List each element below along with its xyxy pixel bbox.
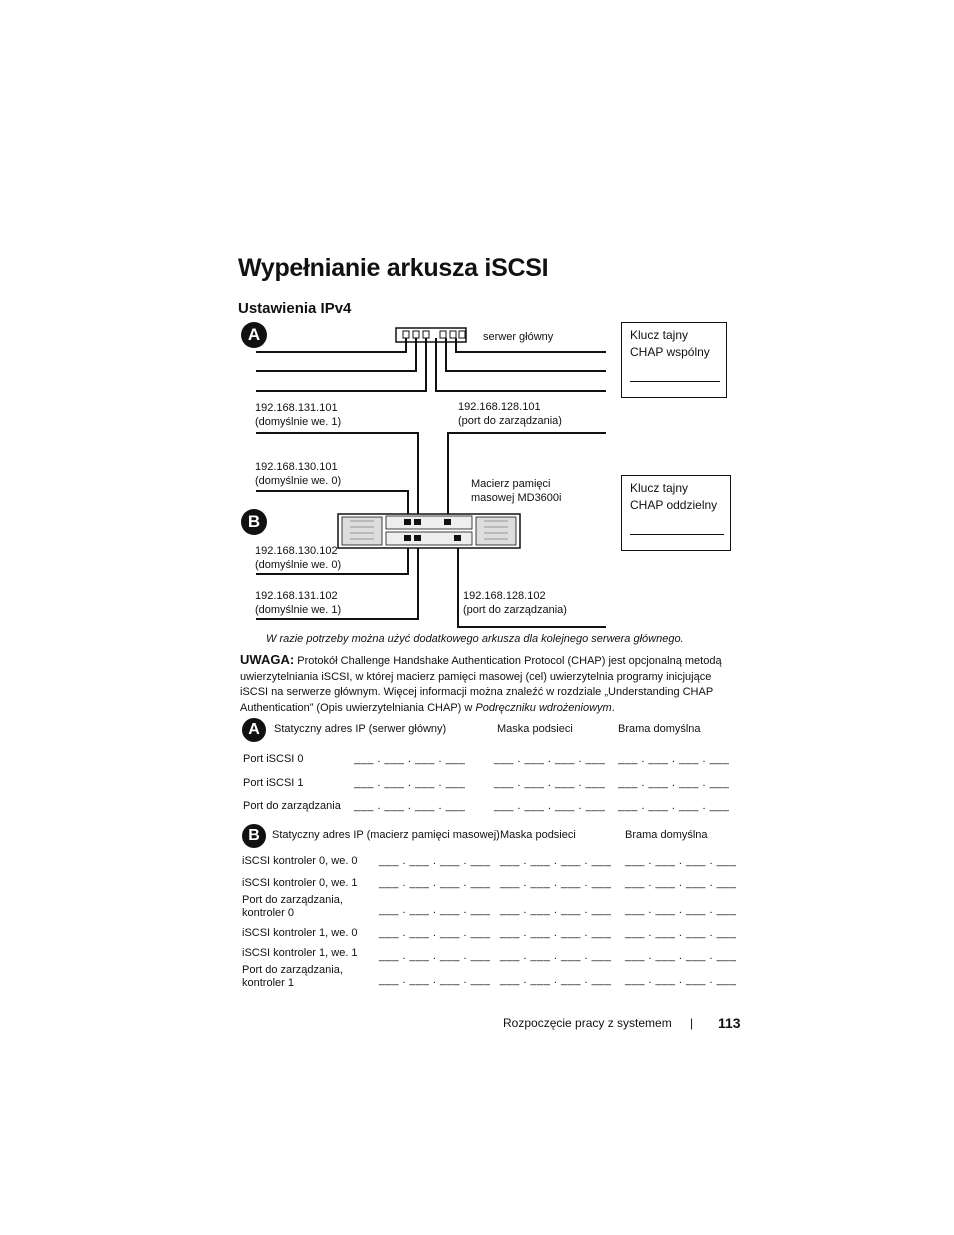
host-label: serwer główny xyxy=(483,331,554,343)
mask-blank-field[interactable]: ___ . ___ . ___ . ___ xyxy=(494,777,606,789)
ip-blank-field[interactable]: ___ . ___ . ___ . ___ xyxy=(354,753,466,765)
array-label: Macierz pamięci masowej MD3600i xyxy=(471,478,562,504)
gateway-blank-field[interactable]: ___ . ___ . ___ . ___ xyxy=(618,777,730,789)
table-b-row-label: Port do zarządzania, kontroler 0 xyxy=(242,894,343,919)
ip-label-131-102: 192.168.131.102 (domyślnie we. 1) xyxy=(255,590,342,616)
chap-note: UWAGA: Protokół Challenge Handshake Authentication Protocol (CHAP) jest opcjonalną metodą uwierzytelniania iSCSI, w której macierz pamięci masowej (cel) uwierzytelnia programy inicjujące iSCSI na serwerze głównym. Więcej informacji można znaleźć w rozdziale „Understanding CHAP Authentication” (Opis uwierzytelniania CHAP) w Podręczniku wdrożeniowym. xyxy=(240,652,722,714)
page-title: Wypełnianie arkusza iSCSI xyxy=(238,254,549,282)
table-b-row-label: iSCSI kontroler 1, we. 0 xyxy=(242,927,358,939)
table-a-header-gateway: Brama domyślna xyxy=(618,723,701,735)
table-b-badge: B xyxy=(242,824,266,848)
table-a-row-label: Port iSCSI 0 xyxy=(243,753,304,765)
mask-blank-field[interactable]: ___ . ___ . ___ . ___ xyxy=(494,800,606,812)
note-italic: Podręczniku wdrożeniowym xyxy=(475,701,612,714)
table-b-header-ip: Statyczny adres IP (macierz pamięci masowej) xyxy=(272,829,500,841)
note-text: Protokół Challenge Handshake Authentication Protocol (CHAP) jest opcjonalną metodą uwierzytelniania iSCSI, w której macierz pamięci masowej (cel) uwierzytelnia programy inicjujące iSCSI na serwerze głównym. Więcej informacji można znaleźć w rozdziale „Understanding CHAP Authentication” (Opis uwierzytelniania CHAP) w xyxy=(240,655,722,714)
gateway-blank-field[interactable]: ___ . ___ . ___ . ___ xyxy=(625,927,737,939)
gateway-blank-field[interactable]: ___ . ___ . ___ . ___ xyxy=(625,974,737,986)
table-b-header-mask: Maska podsieci xyxy=(500,829,576,841)
mask-blank-field[interactable]: ___ . ___ . ___ . ___ xyxy=(500,877,612,889)
table-b-header-gateway: Brama domyślna xyxy=(625,829,708,841)
ip-blank-field[interactable]: ___ . ___ . ___ . ___ xyxy=(379,855,491,867)
chap-separate-input-line xyxy=(630,534,724,535)
table-b-row-label: iSCSI kontroler 0, we. 1 xyxy=(242,877,358,889)
table-b-row-label: iSCSI kontroler 1, we. 1 xyxy=(242,947,358,959)
table-a-badge: A xyxy=(242,718,266,742)
ip-blank-field[interactable]: ___ . ___ . ___ . ___ xyxy=(379,904,491,916)
mask-blank-field[interactable]: ___ . ___ . ___ . ___ xyxy=(500,950,612,962)
ip-blank-field[interactable]: ___ . ___ . ___ . ___ xyxy=(379,974,491,986)
ip-label-128-101: 192.168.128.101 (port do zarządzania) xyxy=(458,401,562,427)
ip-blank-field[interactable]: ___ . ___ . ___ . ___ xyxy=(379,950,491,962)
ip-blank-field[interactable]: ___ . ___ . ___ . ___ xyxy=(354,800,466,812)
chap-shared-box: Klucz tajny CHAP wspólny xyxy=(621,322,727,398)
ip-label-131-101: 192.168.131.101 (domyślnie we. 1) xyxy=(255,402,342,428)
gateway-blank-field[interactable]: ___ . ___ . ___ . ___ xyxy=(625,904,737,916)
extra-sheet-note: W razie potrzeby można użyć dodatkowego arkusza dla kolejnego serwera głównego. xyxy=(266,633,684,645)
table-a-header-ip: Statyczny adres IP (serwer główny) xyxy=(274,723,447,735)
table-b-row-label: iSCSI kontroler 0, we. 0 xyxy=(242,855,358,867)
mask-blank-field[interactable]: ___ . ___ . ___ . ___ xyxy=(500,855,612,867)
footer-section: Rozpoczęcie pracy z systemem xyxy=(503,1016,672,1030)
badge-a: A xyxy=(241,322,267,348)
mask-blank-field[interactable]: ___ . ___ . ___ . ___ xyxy=(500,927,612,939)
table-a-header-mask: Maska podsieci xyxy=(497,723,573,735)
section-title: Ustawienia IPv4 xyxy=(238,300,352,317)
gateway-blank-field[interactable]: ___ . ___ . ___ . ___ xyxy=(625,950,737,962)
note-label: UWAGA: xyxy=(240,652,295,667)
ip-blank-field[interactable]: ___ . ___ . ___ . ___ xyxy=(379,927,491,939)
badge-b: B xyxy=(241,509,267,535)
mask-blank-field[interactable]: ___ . ___ . ___ . ___ xyxy=(494,753,606,765)
gateway-blank-field[interactable]: ___ . ___ . ___ . ___ xyxy=(625,877,737,889)
table-b-row-label: Port do zarządzania, kontroler 1 xyxy=(242,964,343,989)
footer-separator: | xyxy=(690,1016,694,1030)
page-number: 113 xyxy=(718,1015,741,1031)
ip-label-130-101: 192.168.130.101 (domyślnie we. 0) xyxy=(255,461,342,487)
gateway-blank-field[interactable]: ___ . ___ . ___ . ___ xyxy=(618,800,730,812)
ip-label-130-102: 192.168.130.102 (domyślnie we. 0) xyxy=(255,545,342,571)
table-a-row-label: Port do zarządzania xyxy=(243,800,341,812)
chap-separate-box: Klucz tajny CHAP oddzielny xyxy=(621,475,731,551)
storage-array-md3600i xyxy=(338,514,520,548)
ip-blank-field[interactable]: ___ . ___ . ___ . ___ xyxy=(354,777,466,789)
table-a-row-label: Port iSCSI 1 xyxy=(243,777,304,789)
mask-blank-field[interactable]: ___ . ___ . ___ . ___ xyxy=(500,904,612,916)
ip-blank-field[interactable]: ___ . ___ . ___ . ___ xyxy=(379,877,491,889)
gateway-blank-field[interactable]: ___ . ___ . ___ . ___ xyxy=(625,855,737,867)
mask-blank-field[interactable]: ___ . ___ . ___ . ___ xyxy=(500,974,612,986)
chap-shared-input-line xyxy=(630,381,720,382)
ip-label-128-102: 192.168.128.102 (port do zarządzania) xyxy=(463,590,567,616)
gateway-blank-field[interactable]: ___ . ___ . ___ . ___ xyxy=(618,753,730,765)
